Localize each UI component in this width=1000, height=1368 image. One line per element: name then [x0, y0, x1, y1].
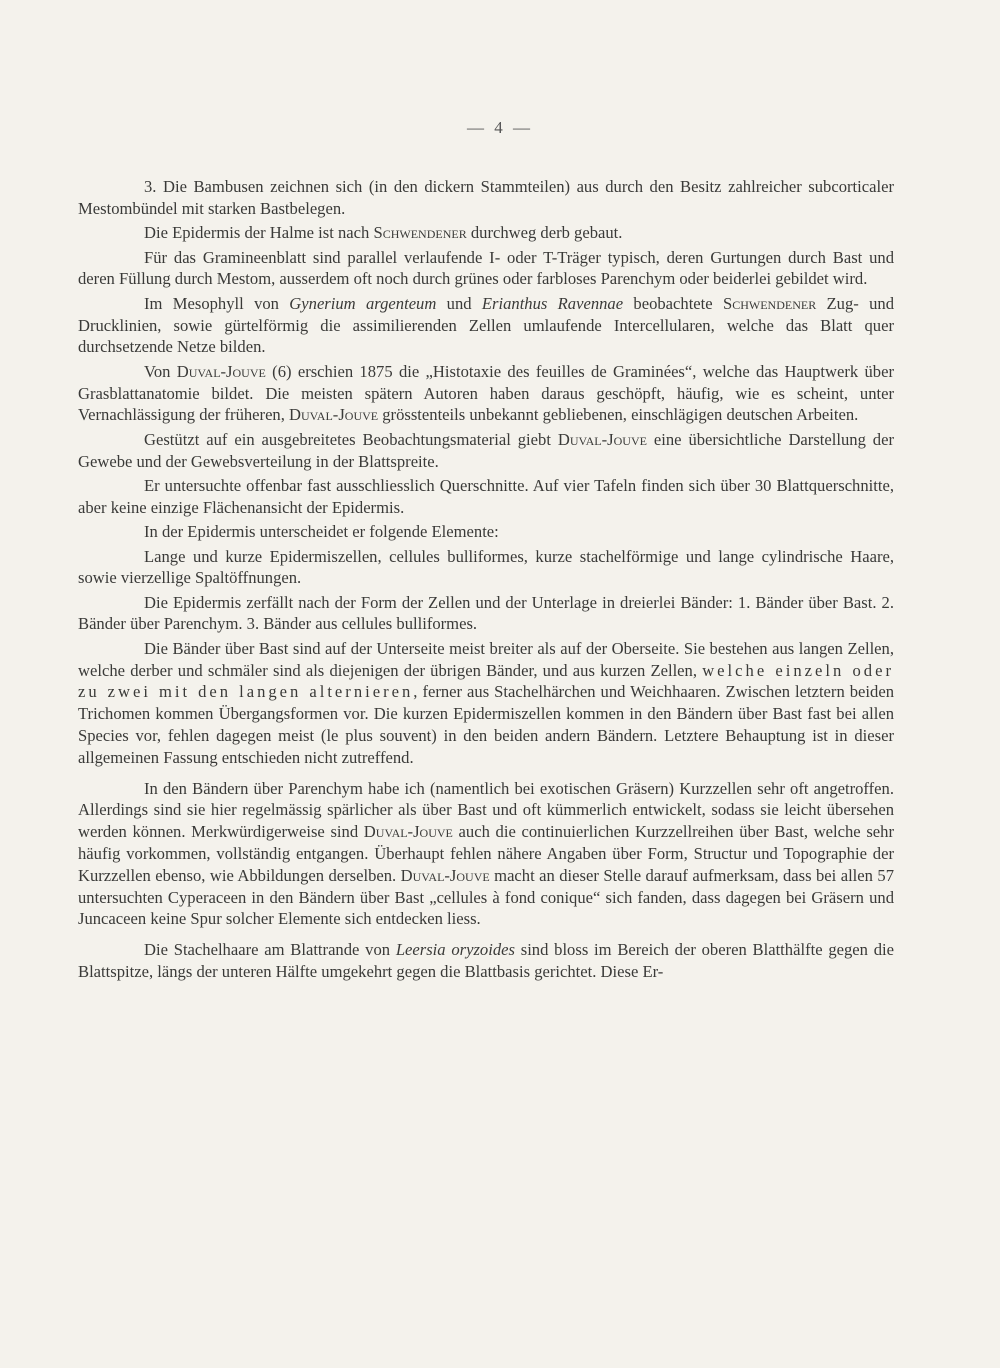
author-name: Duval-Jouve [557, 429, 647, 449]
body-text [78, 176, 894, 985]
text-run: Lange und kurze Epidermiszellen, cellules bulliformes, kurze stachelförmige und lange cylindrische Haare, sowie vierzellige Spaltöffnungen. [78, 546, 894, 588]
paragraph [78, 429, 894, 473]
text-run: Für das Gramineenblatt sind parallel verlaufende I- oder T-Träger typisch, deren Gurtungen durch Bast und deren Füllung durch Mestom, ausserdem oft noch durch grünes oder farbloses Parenchym oder beiderlei gebildet wird. [78, 247, 894, 289]
text-run: beobachtete [623, 293, 723, 313]
text-run: macht an dieser Stelle darauf aufmerksam, dass bei allen 57 untersuchten Cyperaceen in den Bändern über Bast „cellules à fond conique“ sich fanden, dass dagegen bei Gräsern und Juncaceen keine Spur solcher Elemente sich entdecken liess. [78, 865, 894, 929]
paragraph [78, 521, 894, 543]
text-run: , ferner aus Stachelhärchen und Weichhaaren. Zwischen letztern beiden Trichomen kommen Übergangsformen vor. Die kurzen Epidermiszellen kommen in den Bändern über Bast fast bei allen Species vor, fehlen dagegen meist (le plus souvent) in den beiden andern Bändern. Letztere Behauptung ist in dieser allgemeinen Fassung entschieden nicht zutreffend. [78, 682, 894, 767]
text-run: Gestützt auf ein ausgebreitetes Beobachtungsmaterial giebt [144, 429, 558, 449]
author-name: Duval-Jouve [400, 865, 490, 885]
text-run: sind bloss im Bereich der oberen Blatthälfte gegen die Blattspitze, längs der unteren Hälfte umgekehrt gegen die Blattbasis gerichtet. Diese Er- [78, 940, 894, 982]
text-run: eine übersichtliche Darstellung der Gewebe und der Gewebsverteilung in der Blattspreite. [78, 429, 894, 471]
text-run: Zug- und Drucklinien, sowie gürtelförmig die assimilierenden Zellen umlaufende Intercellularen, welche das Blatt quer durchsetzende Netze bilden. [78, 293, 894, 357]
text-run: (6) erschien 1875 die „Histotaxie des feuilles de Graminées“, welche das Hauptwerk über Grasblattanatomie bildet. Die meisten spätern Autoren haben daraus geschöpft, häufig, wie es scheint, unter Vernachlässigung der früheren, [78, 361, 894, 425]
text-run: Die Bänder über Bast sind auf der Unterseite meist breiter als auf der Oberseite. Sie bestehen aus langen Zellen, welche derber und schmäler sind als diejenigen der übrigen Bänder, und aus kurzen Zellen, [78, 638, 894, 680]
text-run: auch die continuierlichen Kurzzellreihen über Bast, welche sehr häufig vorkommen, vollständig entgangen. Überhaupt fehlen nähere Angaben über Form, Structur und Topographie der Kurzzellen ebenso, wie Abbildungen derselben. [78, 822, 894, 885]
author-name: Duval-Jouve [289, 405, 379, 425]
text-run: Im Mesophyll von [144, 293, 290, 313]
author-name: Duval-Jouve [363, 822, 453, 842]
text-run: Von [144, 361, 177, 381]
paragraph [78, 592, 894, 636]
text-run: durchweg derb gebaut. [466, 223, 623, 243]
paragraph [78, 546, 894, 590]
italic-term: Gynerium argenteum [289, 293, 437, 313]
text-run: Die Epidermis zerfällt nach der Form der Zellen und der Unterlage in dreierlei Bänder: 1. Bänder über Bast. 2. Bänder über Parenchym. 3. Bänder aus cellules bulliformes. [78, 592, 894, 634]
text-run: In den Bändern über Parenchym habe ich (namentlich bei exotischen Gräsern) Kurzzellen sehr oft angetroffen. Allerdings sind sie hier regelmässig spärlicher als über Bast und oft kümmerlich entwickelt, sodass sie leicht übersehen werden können. Merkwürdigerweise sind [78, 778, 894, 842]
paragraph [78, 176, 894, 220]
paragraph [78, 638, 894, 769]
author-name: Schwendener [722, 293, 817, 313]
text-run: Die Epidermis der Halme ist nach [144, 223, 374, 243]
paragraph [78, 778, 894, 931]
author-name: Schwendener [373, 223, 467, 243]
italic-term: Erianthus Ravennae [481, 293, 624, 313]
emphasized-text: welche einzeln oder zu zwei mit den langen alternieren [78, 660, 894, 702]
page-number: — 4 — [467, 118, 533, 137]
text-run: In der Epidermis unterscheidet er folgende Elemente: [144, 522, 499, 542]
paragraph [78, 361, 894, 426]
paragraph [78, 247, 894, 291]
paragraph [78, 939, 894, 983]
italic-term: Leersia oryzoides [395, 940, 515, 960]
text-run: und [436, 293, 482, 313]
author-name: Duval-Jouve [176, 361, 266, 381]
paragraph [78, 222, 894, 244]
text-run: grösstenteils unbekannt gebliebenen, einschlägigen deutschen Arbeiten. [378, 405, 859, 425]
paragraph [78, 475, 894, 519]
text-run: 3. Die Bambusen zeichnen sich (in den dickern Stammteilen) aus durch den Besitz zahlreicher subcorticaler Mestombündel mit starken Bastbelegen. [78, 177, 894, 218]
text-run: Er untersuchte offenbar fast ausschliesslich Querschnitte. Auf vier Tafeln finden sich über 30 Blattquerschnitte, aber keine einzige Flächenansicht der Epidermis. [78, 475, 894, 517]
text-run: Die Stachelhaare am Blattrande von [144, 940, 396, 960]
paragraph [78, 293, 894, 358]
